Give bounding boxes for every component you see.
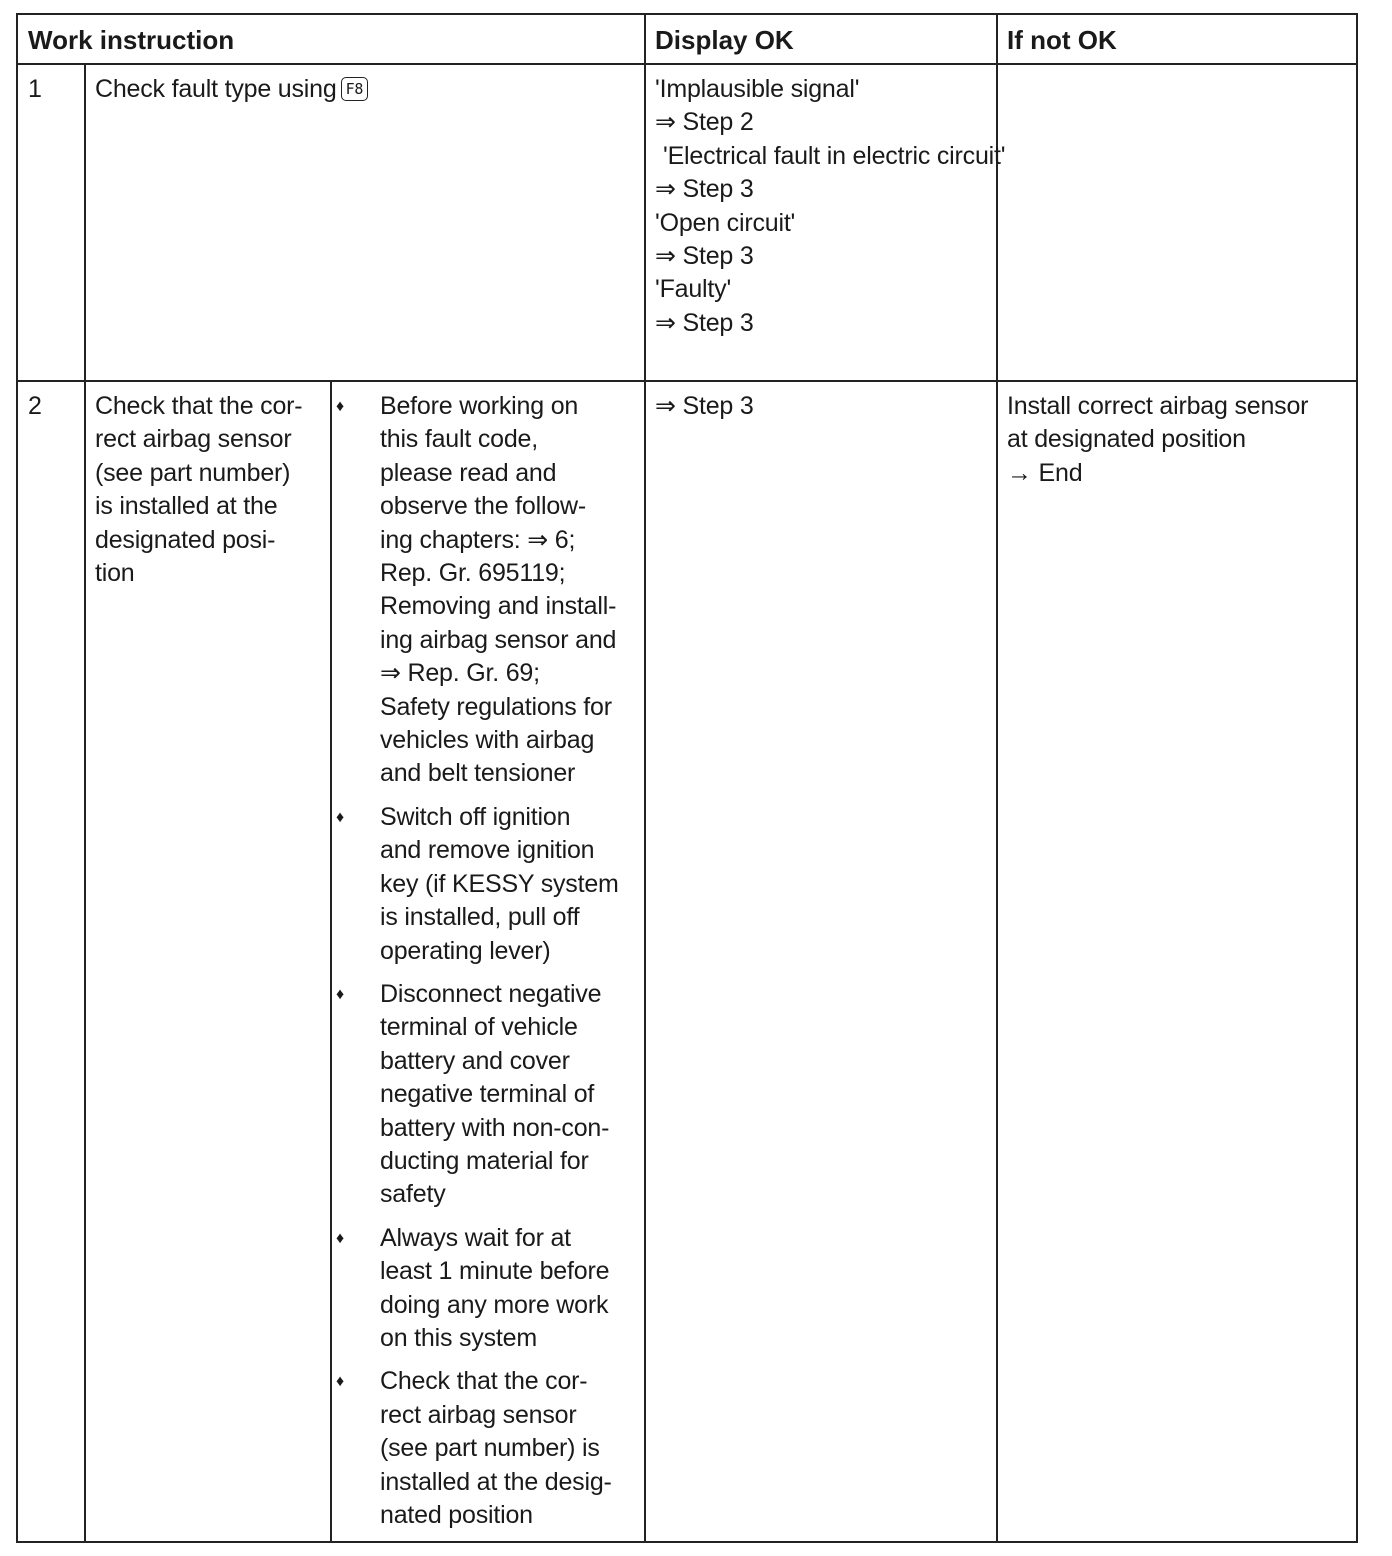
if-not-ok-line: → End [1007,458,1083,487]
bullet-line: please read and [380,458,557,487]
instruction-line: is installed at the [95,492,278,521]
instruction-line: rect airbag sensor [95,425,292,454]
display-ok-line: 'Faulty' [655,275,732,304]
step1-instruction-text: Check fault type using [95,75,337,103]
bullet-line: battery and cover [380,1046,570,1075]
step1-instruction [95,73,368,106]
bullet-line: Safety regulations for [380,692,612,721]
bullet-line: ing airbag sensor and [380,625,617,654]
bullet-line: and remove ignition [380,836,595,865]
bullet-line: battery with non-con- [380,1113,610,1142]
display-ok-line: 'Implausible signal' [655,75,860,103]
display-ok-line: 'Open circuit' [655,208,796,237]
bullet-line: Check that the cor- [380,1367,588,1396]
instruction-line: Check that the cor- [95,392,303,420]
diamond-bullet-icon: ♦ [336,808,344,826]
bullet-line: Removing and install- [380,592,617,621]
bullet-line: Rep. Gr. 695119; [380,559,566,588]
bullet-line: Disconnect negative [380,979,602,1008]
row-divider [18,63,1356,65]
bullet-item [332,1222,632,1356]
step2-instruction [95,390,302,590]
bullet-line: key (if KESSY system [380,869,619,898]
f8-key-icon: F8 [341,77,369,101]
if-not-ok-line: Install correct airbag sensor [1007,392,1309,420]
instruction-line: designated posi- [95,525,276,554]
bullet-line: least 1 minute before [380,1257,610,1286]
bullet-line: installed at the desig- [380,1467,612,1496]
bullet-line: rect airbag sensor [380,1400,577,1429]
header-work-instruction: Work instruction [28,25,235,55]
bullet-line: Always wait for at [380,1223,571,1252]
work-instruction-table [16,13,1358,1543]
display-ok-line: ⇒ Step 3 [655,308,754,337]
bullet-line: operating lever) [380,936,551,965]
bullet-item [332,801,632,968]
display-ok-line: ⇒ Step 3 [655,242,754,271]
bullet-line: ducting material for [380,1146,589,1175]
header-if-not-ok: If not OK [1007,25,1117,55]
instruction-line: tion [95,559,135,588]
column-divider [644,15,646,1541]
bullet-line: on this system [380,1323,537,1352]
bullet-line: vehicles with airbag [380,726,595,755]
step1-display-ok [655,73,1005,340]
step-number: 1 [28,75,42,103]
bullet-line: Switch off ignition [380,802,571,831]
diamond-bullet-icon: ♦ [336,1373,344,1391]
display-ok-line: ⇒ Step 2 [655,108,754,137]
display-ok-line: 'Electrical fault in electric circuit' [663,141,1006,170]
bullet-item [332,1365,632,1532]
bullet-line: ing chapters: ⇒ 6; [380,525,576,554]
bullet-line: safety [380,1180,446,1209]
instruction-line: (see part number) [95,458,291,487]
bullet-item [332,978,632,1212]
bullet-line: doing any more work [380,1290,609,1319]
row-divider [18,380,1356,382]
step2-if-not-ok [1007,390,1308,490]
bullet-line: is installed, pull off [380,903,580,932]
diamond-bullet-icon: ♦ [336,985,344,1003]
step-number: 2 [28,392,42,420]
bullet-line: Before working on [380,392,579,420]
header-display-ok: Display OK [655,25,794,55]
bullet-line: nated position [380,1501,533,1529]
bullet-line: terminal of vehicle [380,1013,578,1042]
display-ok-line: ⇒ Step 3 [655,175,754,204]
bullet-line: ⇒ Rep. Gr. 69; [380,659,540,688]
column-divider [84,65,86,1541]
diamond-bullet-icon: ♦ [336,1229,344,1247]
safety-bullet-list [332,390,632,1542]
bullet-line: observe the follow- [380,492,587,521]
bullet-item [332,390,632,791]
if-not-ok-line: at designated position [1007,425,1246,454]
diamond-bullet-icon: ♦ [336,398,344,415]
bullet-line: (see part number) is [380,1434,600,1463]
bullet-line: this fault code, [380,425,539,454]
bullet-line: negative terminal of [380,1080,595,1109]
bullet-line: and belt tensioner [380,759,576,788]
step2-display-ok: ⇒ Step 3 [655,392,754,420]
